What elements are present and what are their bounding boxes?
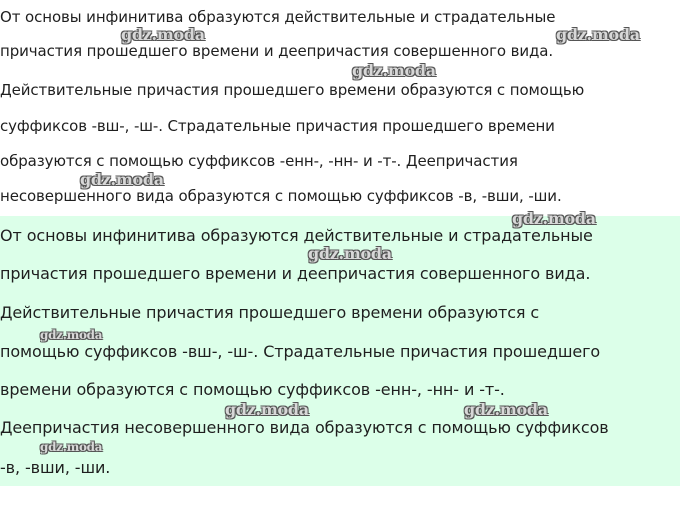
watermark: gdz.moda [121,25,205,44]
text-line: суффиксов -вш-, -ш-. Страдательные причастия прошедшего времени [0,117,555,135]
watermark: gdz.moda [225,400,309,419]
text-line: Действительные причастия прошедшего времени образуются с помощью [0,81,585,99]
text-line: От основы инфинитива образуются действительные и страдательные [0,226,593,245]
text-line: Деепричастия несовершенного вида образуются с помощью суффиксов [0,418,609,437]
watermark: gdz.moda [512,209,596,228]
text-line: времени образуются с помощью суффиксов -енн-, -нн- и -т-. [0,380,505,399]
text-line: -в, -вши, -ши. [0,458,111,477]
text-line: помощью суффиксов -вш-, -ш-. Страдательные причастия прошедшего [0,342,601,361]
watermark: gdz.moda [80,170,164,189]
watermark: gdz.moda [352,61,436,80]
watermark: gdz.moda [464,400,548,419]
watermark: gdz.moda [556,25,640,44]
text-line: Действительные причастия прошедшего времени образуются с [0,303,540,322]
watermark: gdz.moda [40,440,103,454]
text-line: образуются с помощью суффиксов -енн-, -нн- и -т-. Деепричастия [0,152,518,170]
text-line: причастия прошедшего времени и деепричастия совершенного вида. [0,42,554,60]
text-line: От основы инфинитива образуются действительные и страдательные [0,8,556,26]
watermark: gdz.moda [40,328,103,342]
text-line: несовершенного вида образуются с помощью суффиксов -в, -вши, -ши. [0,187,562,205]
watermark: gdz.moda [308,244,392,263]
text-line: причастия прошедшего времени и деепричастия совершенного вида. [0,264,591,283]
